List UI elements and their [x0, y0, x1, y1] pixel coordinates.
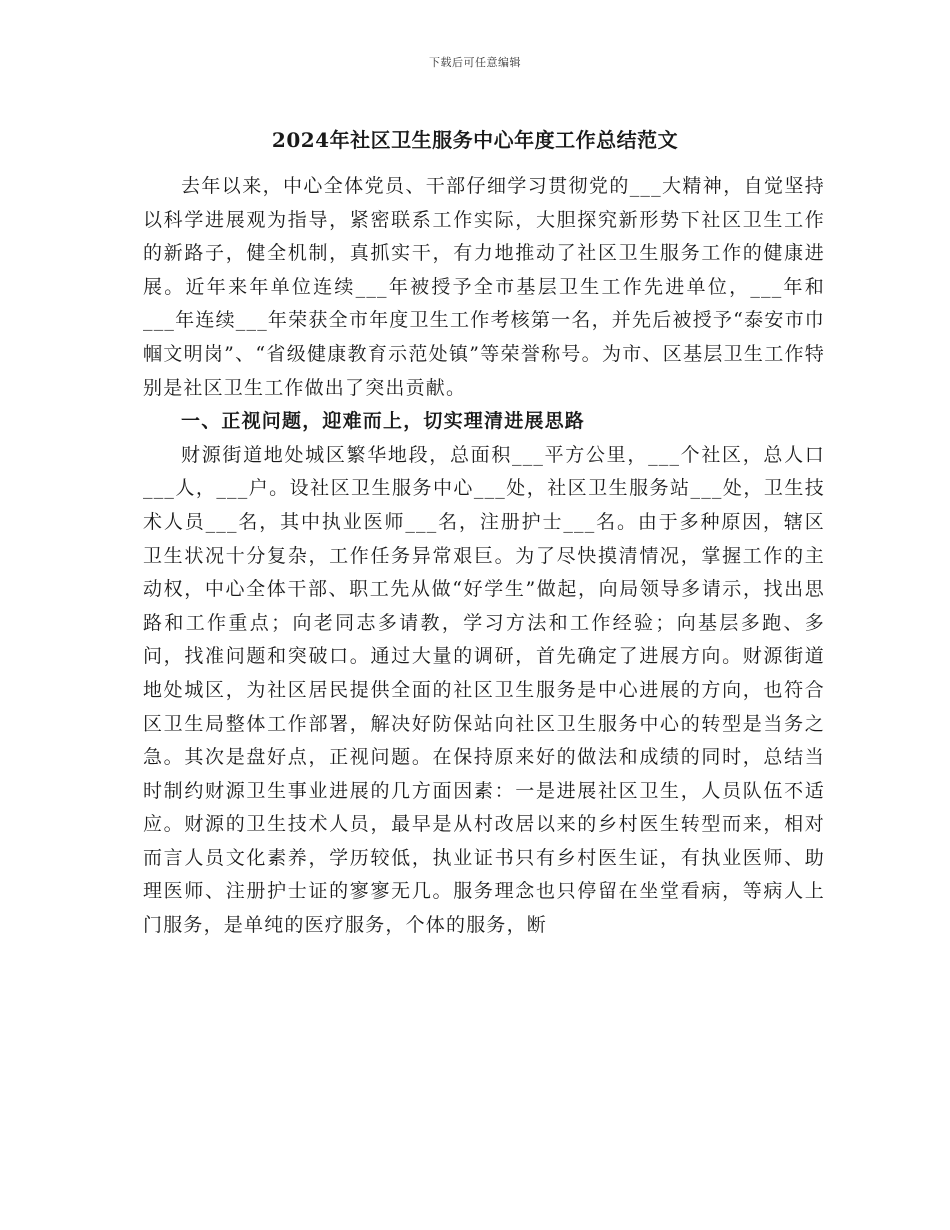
header-note: 下载后可任意编辑 [429, 56, 521, 69]
document-body [143, 170, 825, 943]
paragraph-section-1: 财源街道地处城区繁华地段，总面积___平方公里，___个社区，总人口___人，___户。设社区卫生服务中心___处，社区卫生服务站___处，卫生技术人员___名，其中执业医师___名，注册护士___名。由于多种原因，辖区卫生状况十分复杂，工作任务异常艰巨。为了尽快摸清情况，掌握工作的主动权，中心全体干部、职工先从做“好学生”做起，向局领导多请示，找出思路和工作重点；向老同志多请教，学习方法和工作经验；向基层多跑、多问，找准问题和突破口。通过大量的调研，首先确定了进展方向。财源街道地处城区，为社区居民提供全面的社区卫生服务是中心进展的方向，也符合区卫生局整体工作部署，解决好防保站向社区卫生服务中心的转型是当务之急。其次是盘好点，正视问题。在保持原来好的做法和成绩的同时，总结当时制约财源卫生事业进展的几方面因素：一是进展社区卫生，人员队伍不适应。财源的卫生技术人员，最早是从村改居以来的乡村医生转型而来，相对而言人员文化素养，学历较低，执业证书只有乡村医生证，有执业医师、助理医师、注册护士证的寥寥无几。服务理念也只停留在坐堂看病，等病人上门服务，是单纯的医疗服务，个体的服务，断 [143, 443, 825, 937]
section-heading-1: 一、正视问题，迎难而上，切实理清进展思路 [181, 410, 586, 433]
paragraph-intro: 去年以来，中心全体党员、干部仔细学习贯彻党的___大精神，自觉坚持以科学进展观为指导，紧密联系工作实际，大胆探究新形势下社区卫生工作的新路子，健全机制，真抓实干，有力地推动了社区卫生服务工作的健康进展。近年来年单位连续___年被授予全市基层卫生工作先进单位，___年和___年连续___年荣获全市年度卫生工作考核第一名，并先后被授予“泰安市巾帼文明岗”、“省级健康教育示范处镇”等荣誉称号。为市、区基层卫生工作特别是社区卫生工作做出了突出贡献。 [143, 175, 825, 399]
document-title: 2024年社区卫生服务中心年度工作总结范文 [271, 128, 679, 152]
